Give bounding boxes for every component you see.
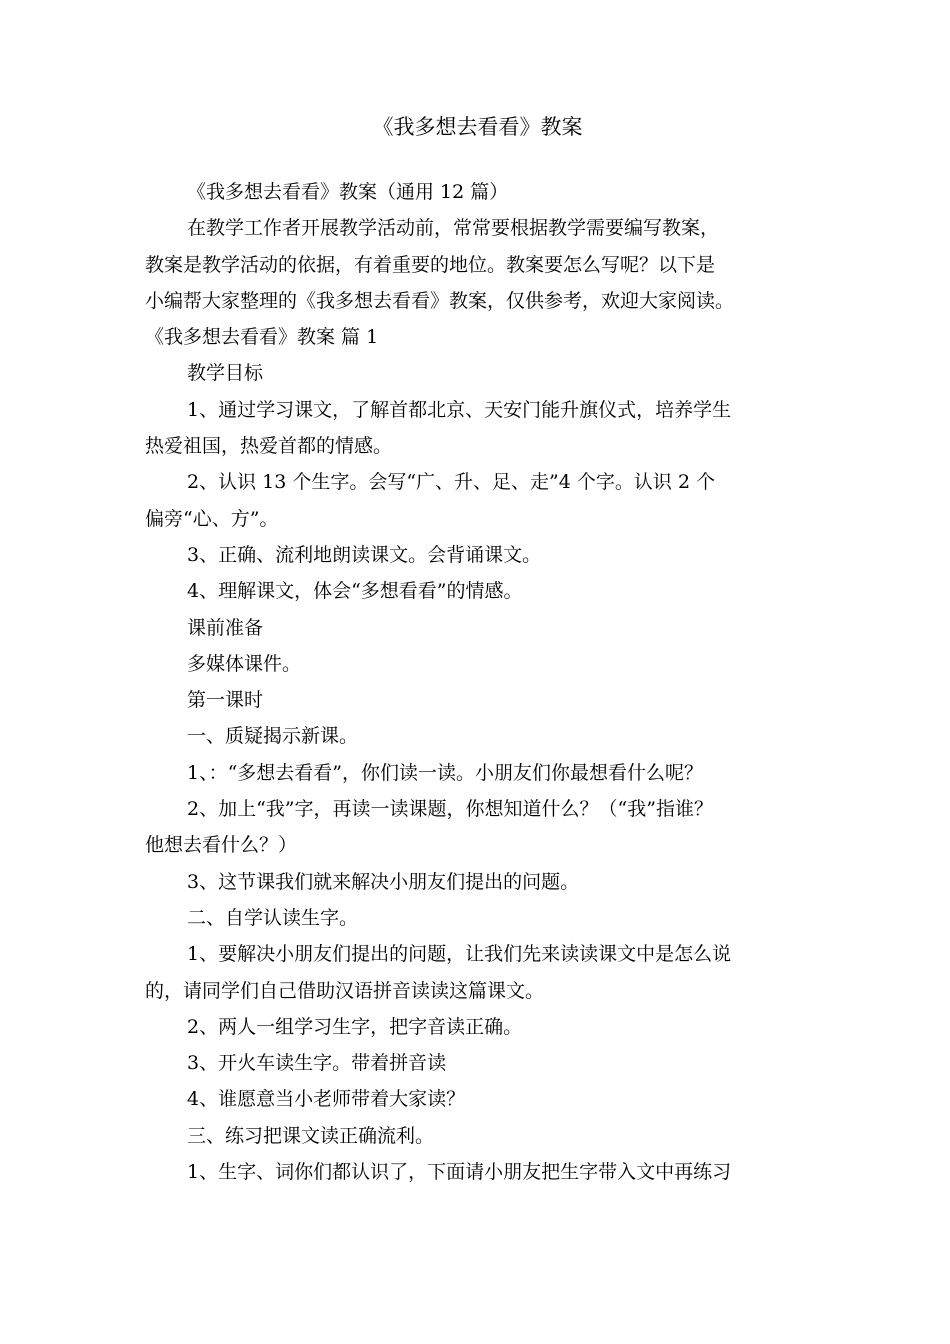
paragraph-line: 教案是教学活动的依据，有着重要的地位。教案要怎么写呢？以下是 bbox=[145, 253, 716, 276]
paragraph-line: 2、加上“我”字，再读一读课题，你想知道什么？（“我”指谁？ bbox=[187, 798, 713, 821]
paragraph-line: 多媒体课件。 bbox=[187, 652, 302, 675]
paragraph-line: 1、要解决小朋友们提出的问题，让我们先来读读课文中是怎么说 bbox=[187, 943, 732, 966]
paragraph-line: 3、这节课我们就来解决小朋友们提出的问题。 bbox=[187, 870, 580, 893]
section-heading: 《我多想去看看》教案 篇 1 bbox=[145, 326, 379, 349]
paragraph-line: 二、自学认读生字。 bbox=[187, 906, 359, 929]
paragraph-line: 《我多想去看看》教案（通用 12 篇） bbox=[187, 181, 509, 203]
paragraph-line: 2、两人一组学习生字，把字音读正确。 bbox=[187, 1015, 523, 1038]
document-body bbox=[145, 174, 810, 1190]
paragraph-line: 一、质疑揭示新课。 bbox=[187, 725, 359, 748]
paragraph-line: 1、：“多想去看看”，你们读一读。小朋友们你最想看什么呢？ bbox=[187, 761, 704, 784]
paragraph-line: 在教学工作者开展教学活动前，常常要根据教学需要编写教案， bbox=[187, 217, 720, 240]
paragraph-line: 偏旁“心、方”。 bbox=[145, 507, 279, 530]
paragraph-line: 1、生字、词你们都认识了，下面请小朋友把生字带入文中再练习 bbox=[187, 1161, 732, 1184]
paragraph-line: 的，请同学们自己借助汉语拼音读读这篇课文。 bbox=[145, 979, 545, 1002]
paragraph-line: 4、谁愿意当小老师带着大家读？ bbox=[187, 1088, 466, 1111]
paragraph-line: 热爱祖国，热爱首都的情感。 bbox=[145, 435, 393, 458]
document-title: 《我多想去看看》教案 bbox=[372, 115, 583, 139]
paragraph-line: 他想去看什么？） bbox=[145, 834, 298, 857]
paragraph-line: 3、开火车读生字。带着拼音读 bbox=[187, 1052, 447, 1075]
paragraph-line: 课前准备 bbox=[187, 616, 264, 639]
paragraph-line: 4、理解课文，体会“多想看看”的情感。 bbox=[187, 580, 523, 603]
paragraph-line: 第一课时 bbox=[187, 689, 264, 712]
paragraph-line: 3、正确、流利地朗读课文。会背诵课文。 bbox=[187, 543, 542, 566]
paragraph-line: 教学目标 bbox=[187, 362, 264, 385]
paragraph-line: 1、通过学习课文，了解首都北京、天安门能升旗仪式，培养学生 bbox=[187, 398, 732, 421]
paragraph-line: 2、认识 13 个生字。会写“广、升、足、走”4 个字。认识 2 个 bbox=[187, 471, 716, 494]
paragraph-line: 小编帮大家整理的《我多想去看看》教案，仅供参考，欢迎大家阅读。 bbox=[145, 289, 735, 312]
paragraph-line: 三、练习把课文读正确流利。 bbox=[187, 1124, 435, 1147]
